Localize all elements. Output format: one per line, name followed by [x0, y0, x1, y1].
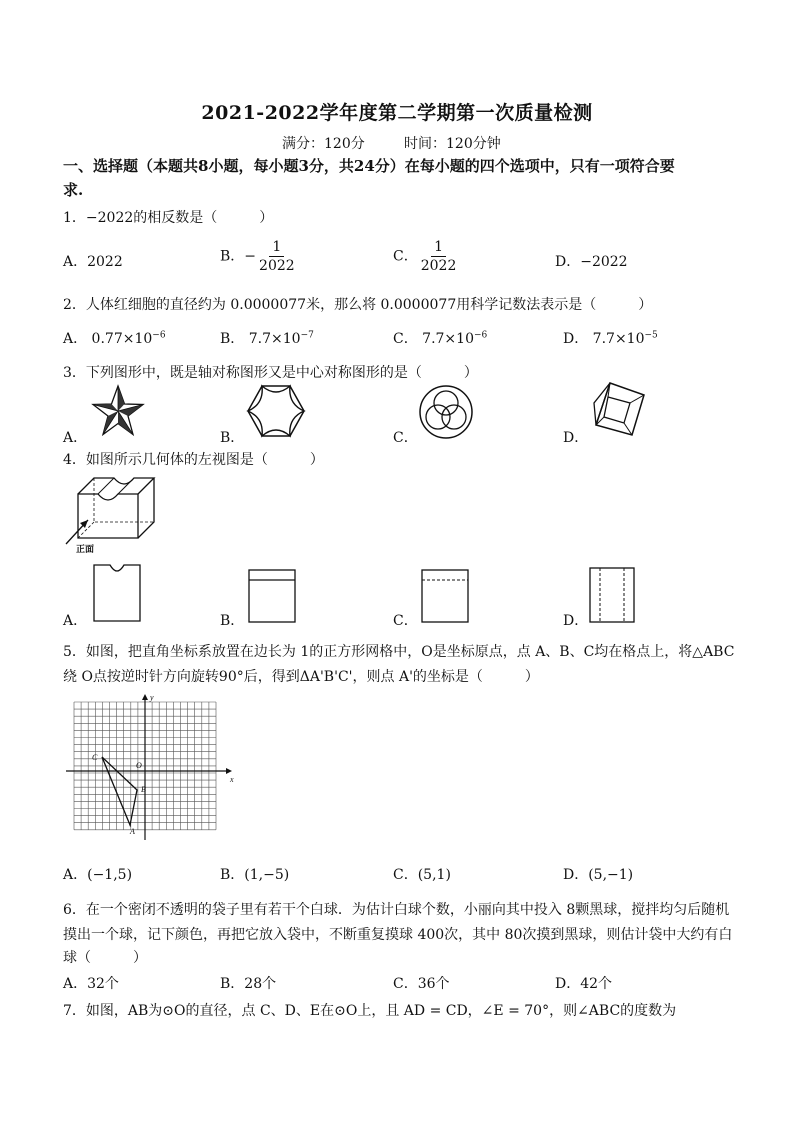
q5-option-a: A．(−1,5): [63, 867, 133, 883]
q4-option-d: D．: [563, 613, 589, 629]
point-a-label: A: [130, 827, 135, 836]
q5-stem-line1: 5．如图，把直角坐标系放置在边长为 1的正方形网格中，O是坐标原点，点 A、B、C均在格点上，将△ABC: [63, 644, 735, 660]
coordinate-grid-figure: [64, 692, 239, 842]
y-axis-label: y: [150, 693, 154, 702]
hexagon-figure: [246, 384, 306, 438]
q3-option-a: A．: [63, 430, 88, 446]
q1-option-a: A．2022: [63, 254, 123, 270]
q1-option-c-fraction: [418, 238, 460, 275]
q2-option-c-exp: −6: [473, 330, 488, 341]
q1-option-c-numerator: 1: [431, 238, 446, 257]
q6-option-d: D．42个: [555, 976, 613, 992]
q3-option-c: C．: [393, 430, 418, 446]
q4-view-d: [588, 566, 636, 624]
q2-stem: 2．人体红细胞的直径约为 0.0000077米，那么将 0.0000077用科学记数法表示是（ ）: [63, 297, 653, 313]
q2-option-d: [563, 328, 658, 348]
q6-option-c: C．36个: [393, 976, 450, 992]
q5-option-b: B．(1,−5): [220, 867, 290, 883]
page-title: 2021-2022学年度第二学期第一次质量检测: [201, 102, 593, 124]
q1-option-b-numerator: 1: [269, 238, 284, 257]
q2-option-d-exp: −5: [644, 330, 658, 341]
q2-option-a: [63, 328, 166, 348]
q4-stem: 4．如图所示几何体的左视图是（ ）: [63, 452, 324, 468]
q5-option-d: D．(5,−1): [563, 867, 634, 883]
q1-option-b-denominator: 2022: [259, 258, 295, 274]
q6-option-a: A．32个: [63, 976, 119, 992]
q1-option-c: [393, 238, 459, 275]
section-heading-cont: 求.: [63, 181, 84, 199]
q2-option-d-base: D． 7.7×10: [563, 331, 645, 347]
q3-stem: 3．下列图形中，既是轴对称图形又是中心对称图形的是（ ）: [63, 365, 478, 381]
rotated-square-figure: [590, 381, 646, 439]
q1-option-b-fraction: [256, 238, 298, 275]
q3-option-b: B．: [220, 430, 245, 446]
q2-option-b-base: B． 7.7×10: [220, 331, 301, 347]
q1-option-c-prefix: C．: [393, 248, 418, 265]
q4-view-b: [247, 568, 297, 624]
point-b-label: B: [141, 785, 146, 794]
q2-option-a-exp: −6: [152, 330, 166, 341]
q4-option-a: A．: [63, 613, 88, 629]
q6-stem-line3: 球（ ）: [63, 950, 147, 966]
q2-option-a-base: A． 0.77×10: [63, 331, 153, 347]
star-figure: [90, 385, 146, 439]
q5-stem-line2: 绕 O点按逆时针方向旋转90°后，得到ΔA'B'C'，则点 A'的坐标是（ ）: [63, 669, 539, 685]
q6-stem-line2: 摸出一个球，记下颜色，再把它放入袋中，不断重复摸球 400次，其中 80次摸到黑球，则估计袋中大约有白: [63, 927, 733, 943]
q4-view-a: [92, 563, 142, 623]
point-c-label: C: [92, 753, 98, 762]
q2-option-c: [393, 328, 487, 348]
q2-option-b-exp: −7: [300, 330, 314, 341]
q7-stem-line1: 7．如图，AB为⊙O的直径，点 C、D、E在⊙O上，且 AD = CD，∠E = 70°，则∠ABC的度数为: [63, 1003, 677, 1019]
q5-option-c: C．(5,1): [393, 867, 451, 883]
x-axis-label: x: [230, 775, 234, 784]
q1-option-b: [220, 238, 298, 275]
full-score: 满分：120分: [282, 136, 365, 152]
section-heading: 一、选择题（本题共8小题，每小题3分，共24分）在每小题的四个选项中，只有一项符合要: [63, 157, 675, 175]
q1-option-d: D．−2022: [555, 254, 628, 270]
three-circles-figure: [418, 384, 474, 440]
q1-option-b-prefix: B．−: [220, 248, 257, 265]
q6-option-b: B．28个: [220, 976, 277, 992]
q1-stem: 1．−2022的相反数是（ ）: [63, 210, 274, 226]
q4-option-c: C．: [393, 613, 418, 629]
front-view-label: 正面: [76, 545, 95, 555]
origin-label: O: [136, 761, 142, 770]
q3-option-d: D．: [563, 430, 589, 446]
q2-option-c-base: C． 7.7×10: [393, 331, 474, 347]
solid-figure: [64, 470, 160, 552]
q2-option-b: [220, 328, 314, 348]
q1-option-c-denominator: 2022: [420, 258, 457, 274]
q6-stem-line1: 6．在一个密闭不透明的袋子里有若干个白球．为估计白球个数，小丽向其中投入 8颗黑球，搅拌均匀后随机: [63, 902, 730, 918]
exam-time: 时间：120分钟: [404, 136, 501, 152]
q4-view-c: [420, 568, 470, 624]
q4-option-b: B．: [220, 613, 245, 629]
